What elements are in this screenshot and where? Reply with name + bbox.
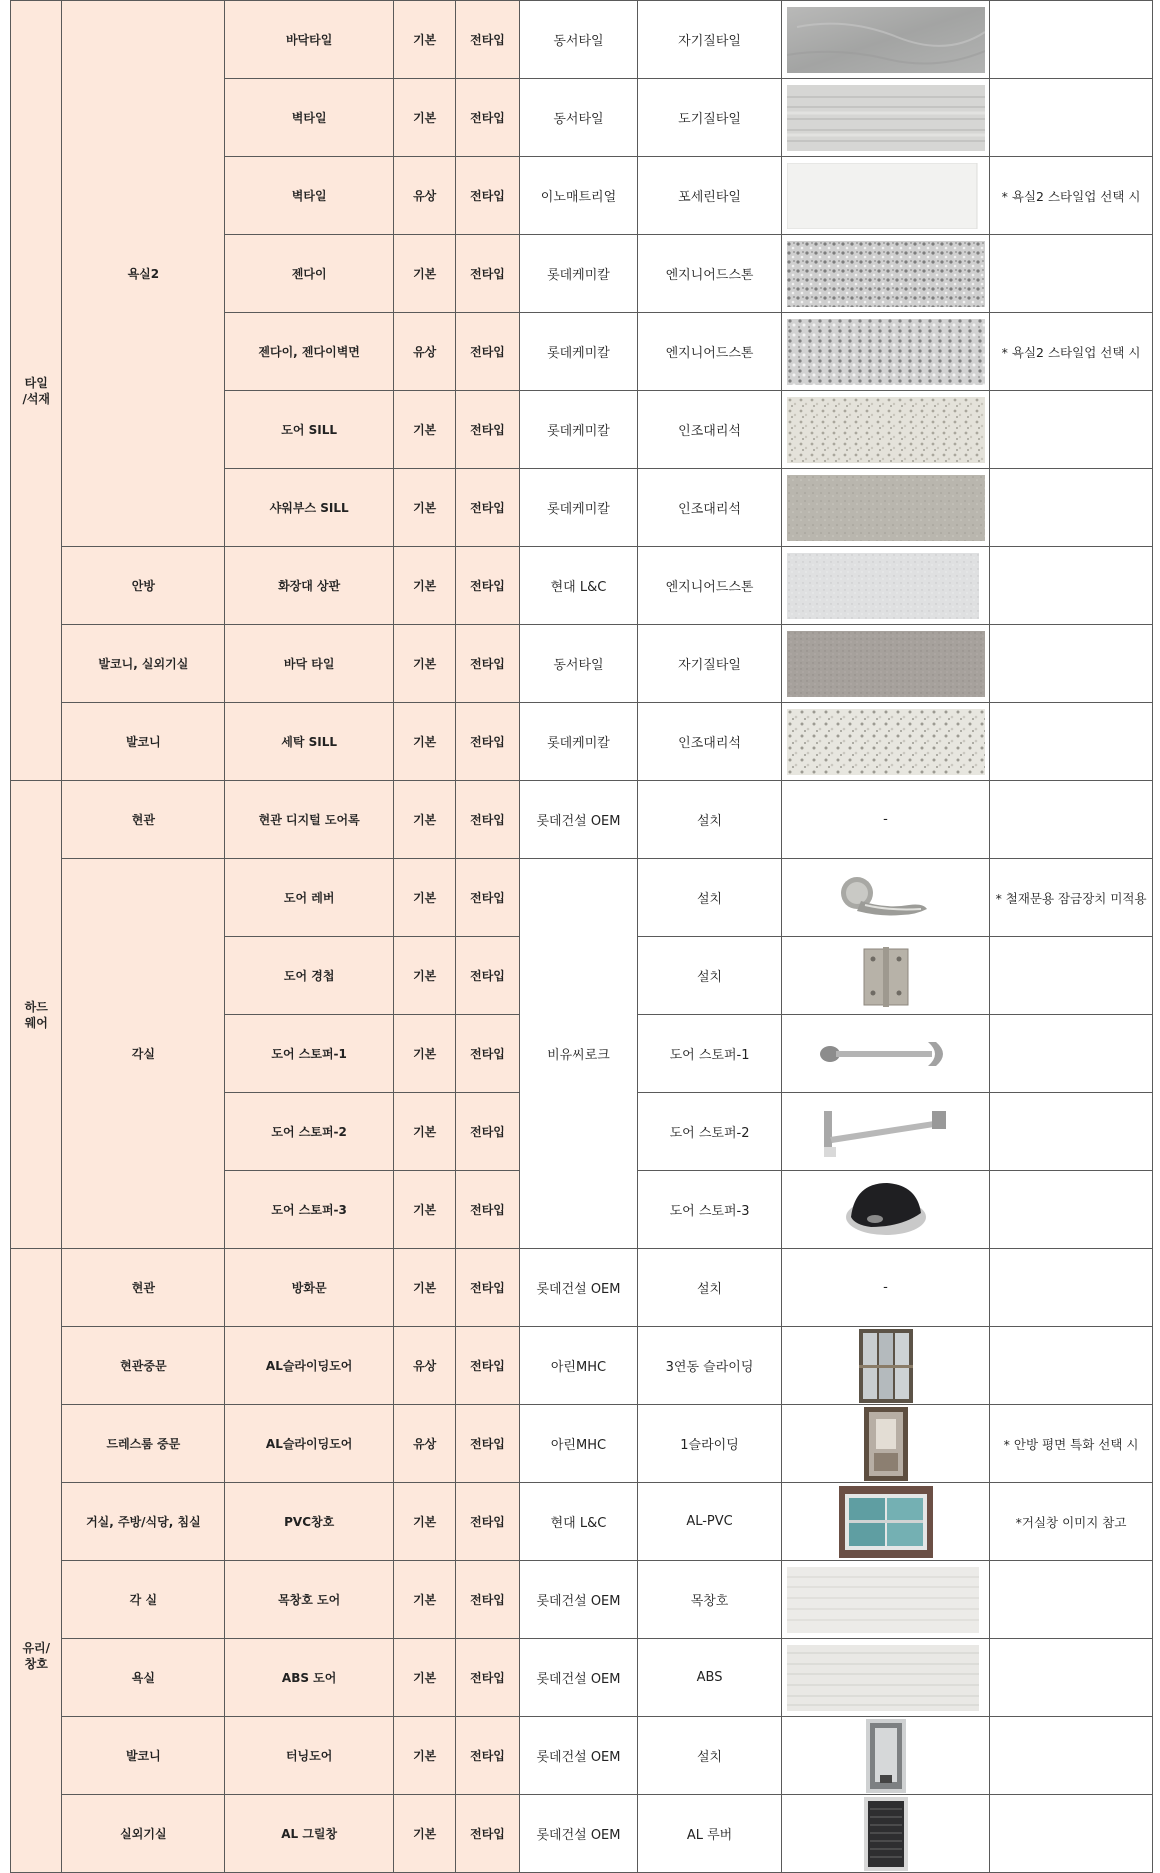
light-gray-stone-swatch — [787, 553, 985, 619]
basic-cell: 기본 — [394, 1717, 456, 1795]
image-cell — [781, 625, 989, 703]
space-entrance-middle-door: 현관중문 — [62, 1327, 225, 1405]
table-row — [11, 859, 1153, 937]
type-cell: 전타입 — [456, 1171, 519, 1249]
door-stopper-3-image — [841, 1177, 931, 1243]
al-grille-window-image — [864, 1797, 908, 1871]
note-cell — [990, 781, 1153, 859]
white-wood-swatch — [787, 1567, 985, 1633]
note-cell — [990, 1093, 1153, 1171]
maker-cell: 롯데건설 OEM — [519, 1639, 638, 1717]
space-bath: 욕실 — [62, 1639, 225, 1717]
space-dressroom-middle-door: 드레스룸 중문 — [62, 1405, 225, 1483]
cream-terrazzo-swatch — [787, 709, 985, 775]
image-cell — [781, 235, 989, 313]
image-cell — [781, 1639, 989, 1717]
item-cell: 도어 경첩 — [225, 937, 394, 1015]
image-cell — [781, 391, 989, 469]
image-cell — [781, 1561, 989, 1639]
taupe-tile-swatch — [787, 631, 985, 697]
type-cell: 전타입 — [456, 313, 519, 391]
space-balcony: 발코니 — [62, 703, 225, 781]
type-cell: 전타입 — [456, 1717, 519, 1795]
item-cell: 바닥타일 — [225, 1, 394, 79]
spec-cell: 엔지니어드스톤 — [638, 313, 782, 391]
item-cell: 도어 SILL — [225, 391, 394, 469]
turning-door-image — [866, 1719, 906, 1793]
space-balcony-outdoor: 발코니, 실외기실 — [62, 625, 225, 703]
basic-cell: 유상 — [394, 1405, 456, 1483]
maker-cell: 롯데건설 OEM — [519, 1795, 638, 1873]
item-cell: 젠다이 — [225, 235, 394, 313]
type-cell: 전타입 — [456, 1249, 519, 1327]
spec-cell: 설치 — [638, 1717, 782, 1795]
category-tile: 타일 /석재 — [11, 1, 62, 781]
item-cell: AL 그릴창 — [225, 1795, 394, 1873]
type-cell: 전타입 — [456, 1483, 519, 1561]
spec-cell: 포세린타일 — [638, 157, 782, 235]
basic-cell: 유상 — [394, 157, 456, 235]
item-cell: 벽타일 — [225, 79, 394, 157]
table-row — [11, 1717, 1153, 1795]
type-cell: 전타입 — [456, 79, 519, 157]
item-cell: 도어 스토퍼-2 — [225, 1093, 394, 1171]
basic-cell: 기본 — [394, 1639, 456, 1717]
maker-cell: 롯데건설 OEM — [519, 781, 638, 859]
item-cell: 젠다이, 젠다이벽면 — [225, 313, 394, 391]
spec-cell: 설치 — [638, 937, 782, 1015]
cream-terrazzo-swatch — [787, 397, 985, 463]
image-cell — [781, 1171, 989, 1249]
type-cell: 전타입 — [456, 157, 519, 235]
striped-gray-tile-swatch — [787, 85, 985, 151]
speckled-stone-swatch — [787, 319, 985, 385]
maker-cell: 동서타일 — [519, 625, 638, 703]
maker-cell: 롯데케미칼 — [519, 313, 638, 391]
image-cell — [781, 859, 989, 937]
note-cell — [990, 79, 1153, 157]
maker-cell: 아린MHC — [519, 1327, 638, 1405]
type-cell: 전타입 — [456, 1015, 519, 1093]
image-cell — [781, 1327, 989, 1405]
basic-cell: 기본 — [394, 1, 456, 79]
table-row — [11, 1639, 1153, 1717]
basic-cell: 기본 — [394, 1561, 456, 1639]
basic-cell: 기본 — [394, 469, 456, 547]
item-cell: 도어 스토퍼-1 — [225, 1015, 394, 1093]
image-cell — [781, 313, 989, 391]
note-cell — [990, 703, 1153, 781]
table-row — [11, 1327, 1153, 1405]
note-cell — [990, 1795, 1153, 1873]
speckled-stone-swatch — [787, 241, 985, 307]
maker-cell: 롯데케미칼 — [519, 391, 638, 469]
type-cell: 전타입 — [456, 1405, 519, 1483]
white-porcelain-swatch — [787, 163, 985, 229]
spec-cell: 설치 — [638, 781, 782, 859]
basic-cell: 기본 — [394, 1093, 456, 1171]
basic-cell: 기본 — [394, 235, 456, 313]
item-cell: 도어 스토퍼-3 — [225, 1171, 394, 1249]
maker-cell: 동서타일 — [519, 1, 638, 79]
spec-cell: 설치 — [638, 859, 782, 937]
table-row — [11, 1795, 1153, 1873]
type-cell: 전타입 — [456, 1327, 519, 1405]
type-cell: 전타입 — [456, 937, 519, 1015]
item-cell: AL슬라이딩도어 — [225, 1327, 394, 1405]
table-row — [11, 547, 1153, 625]
gray-tile-swatch — [787, 7, 985, 73]
type-cell: 전타입 — [456, 469, 519, 547]
table-row — [11, 1483, 1153, 1561]
maker-cell: 롯데건설 OEM — [519, 1249, 638, 1327]
item-cell: ABS 도어 — [225, 1639, 394, 1717]
white-wood-swatch — [787, 1645, 985, 1711]
space-living-kitchen-bedroom: 거실, 주방/식당, 침실 — [62, 1483, 225, 1561]
note-cell: * 안방 평면 특화 선택 시 — [990, 1405, 1153, 1483]
note-cell: * 욕실2 스타일업 선택 시 — [990, 157, 1153, 235]
type-cell: 전타입 — [456, 1093, 519, 1171]
image-cell — [781, 79, 989, 157]
basic-cell: 기본 — [394, 1795, 456, 1873]
basic-cell: 기본 — [394, 859, 456, 937]
table-row — [11, 625, 1153, 703]
space-each-room: 각실 — [62, 859, 225, 1249]
item-cell: 도어 레버 — [225, 859, 394, 937]
image-cell — [781, 937, 989, 1015]
item-cell: 현관 디지털 도어록 — [225, 781, 394, 859]
image-cell: - — [781, 1249, 989, 1327]
image-cell — [781, 1, 989, 79]
item-cell: 샤워부스 SILL — [225, 469, 394, 547]
image-cell — [781, 1015, 989, 1093]
type-cell: 전타입 — [456, 625, 519, 703]
note-cell — [990, 1249, 1153, 1327]
spec-cell: 도어 스토퍼-2 — [638, 1093, 782, 1171]
basic-cell: 기본 — [394, 1171, 456, 1249]
maker-cell: 동서타일 — [519, 79, 638, 157]
maker-cell: 롯데케미칼 — [519, 235, 638, 313]
beige-stone-swatch — [787, 475, 985, 541]
space-entrance: 현관 — [62, 781, 225, 859]
type-cell: 전타입 — [456, 1795, 519, 1873]
item-cell: 바닥 타일 — [225, 625, 394, 703]
note-cell: * 철재문용 잠금장치 미적용 — [990, 859, 1153, 937]
maker-cell: 현대 L&C — [519, 1483, 638, 1561]
basic-cell: 기본 — [394, 391, 456, 469]
spec-cell: 도기질타일 — [638, 79, 782, 157]
item-cell: 화장대 상판 — [225, 547, 394, 625]
door-stopper-2-image — [816, 1101, 956, 1163]
space-balcony: 발코니 — [62, 1717, 225, 1795]
note-cell — [990, 547, 1153, 625]
table-row — [11, 1249, 1153, 1327]
table-row — [11, 1, 1153, 79]
category-hardware: 하드 웨어 — [11, 781, 62, 1249]
space-anbang: 안방 — [62, 547, 225, 625]
note-cell — [990, 1561, 1153, 1639]
spec-cell: 3연동 슬라이딩 — [638, 1327, 782, 1405]
image-cell — [781, 1405, 989, 1483]
table-row — [11, 1561, 1153, 1639]
type-cell: 전타입 — [456, 1561, 519, 1639]
maker-cell: 비유씨로크 — [519, 859, 638, 1249]
basic-cell: 기본 — [394, 1015, 456, 1093]
basic-cell: 유상 — [394, 313, 456, 391]
spec-cell: 인조대리석 — [638, 469, 782, 547]
image-cell — [781, 469, 989, 547]
type-cell: 전타입 — [456, 391, 519, 469]
maker-cell: 롯데건설 OEM — [519, 1717, 638, 1795]
pvc-window-image — [839, 1486, 933, 1558]
space-outdoor-unit-room: 실외기실 — [62, 1795, 225, 1873]
basic-cell: 기본 — [394, 547, 456, 625]
image-cell — [781, 1093, 989, 1171]
item-cell: 터닝도어 — [225, 1717, 394, 1795]
finish-schedule-table — [10, 0, 1153, 1873]
door-hinge-image — [856, 943, 916, 1009]
spec-cell: 도어 스토퍼-1 — [638, 1015, 782, 1093]
image-cell — [781, 157, 989, 235]
type-cell: 전타입 — [456, 1, 519, 79]
type-cell: 전타입 — [456, 235, 519, 313]
spec-cell: 자기질타일 — [638, 1, 782, 79]
maker-cell: 아린MHC — [519, 1405, 638, 1483]
table-row — [11, 781, 1153, 859]
spec-cell: 인조대리석 — [638, 703, 782, 781]
item-cell: 목창호 도어 — [225, 1561, 394, 1639]
note-cell — [990, 1015, 1153, 1093]
note-cell — [990, 1639, 1153, 1717]
type-cell: 전타입 — [456, 859, 519, 937]
note-cell — [990, 469, 1153, 547]
door-stopper-1-image — [816, 1034, 956, 1074]
basic-cell: 기본 — [394, 937, 456, 1015]
space-each-room: 각 실 — [62, 1561, 225, 1639]
item-cell: 방화문 — [225, 1249, 394, 1327]
category-glass: 유리/ 창호 — [11, 1249, 62, 1873]
spec-cell: 엔지니어드스톤 — [638, 547, 782, 625]
image-cell — [781, 1795, 989, 1873]
image-cell — [781, 1717, 989, 1795]
note-cell — [990, 391, 1153, 469]
maker-cell: 롯데케미칼 — [519, 469, 638, 547]
spec-cell: AL 루버 — [638, 1795, 782, 1873]
type-cell: 전타입 — [456, 547, 519, 625]
maker-cell: 이노매트리얼 — [519, 157, 638, 235]
spec-cell: 설치 — [638, 1249, 782, 1327]
basic-cell: 기본 — [394, 1483, 456, 1561]
note-cell — [990, 937, 1153, 1015]
basic-cell: 기본 — [394, 1249, 456, 1327]
spec-cell: 1슬라이딩 — [638, 1405, 782, 1483]
item-cell: PVC창호 — [225, 1483, 394, 1561]
item-cell: 벽타일 — [225, 157, 394, 235]
type-cell: 전타입 — [456, 703, 519, 781]
note-cell — [990, 1171, 1153, 1249]
spec-cell: 자기질타일 — [638, 625, 782, 703]
maker-cell: 롯데건설 OEM — [519, 1561, 638, 1639]
note-cell — [990, 625, 1153, 703]
note-cell — [990, 235, 1153, 313]
spec-cell: 엔지니어드스톤 — [638, 235, 782, 313]
image-cell — [781, 547, 989, 625]
note-cell — [990, 1717, 1153, 1795]
note-cell — [990, 1327, 1153, 1405]
item-cell: AL슬라이딩도어 — [225, 1405, 394, 1483]
image-cell — [781, 1483, 989, 1561]
item-cell: 세탁 SILL — [225, 703, 394, 781]
basic-cell: 기본 — [394, 625, 456, 703]
spec-cell: 목창호 — [638, 1561, 782, 1639]
space-bath2: 욕실2 — [62, 1, 225, 547]
maker-cell: 현대 L&C — [519, 547, 638, 625]
note-cell — [990, 1, 1153, 79]
basic-cell: 기본 — [394, 703, 456, 781]
basic-cell: 유상 — [394, 1327, 456, 1405]
image-cell: - — [781, 781, 989, 859]
spec-cell: ABS — [638, 1639, 782, 1717]
type-cell: 전타입 — [456, 1639, 519, 1717]
basic-cell: 기본 — [394, 781, 456, 859]
table-row — [11, 1405, 1153, 1483]
maker-cell: 롯데케미칼 — [519, 703, 638, 781]
spec-cell: 인조대리석 — [638, 391, 782, 469]
note-cell: * 욕실2 스타일업 선택 시 — [990, 313, 1153, 391]
table-row — [11, 703, 1153, 781]
single-sliding-door-image — [864, 1407, 908, 1481]
sliding-door-image — [859, 1329, 913, 1403]
note-cell: *거실창 이미지 참고 — [990, 1483, 1153, 1561]
basic-cell: 기본 — [394, 79, 456, 157]
spec-cell: 도어 스토퍼-3 — [638, 1171, 782, 1249]
space-entrance: 현관 — [62, 1249, 225, 1327]
type-cell: 전타입 — [456, 781, 519, 859]
door-lever-image — [831, 865, 941, 931]
image-cell — [781, 703, 989, 781]
spec-cell: AL-PVC — [638, 1483, 782, 1561]
